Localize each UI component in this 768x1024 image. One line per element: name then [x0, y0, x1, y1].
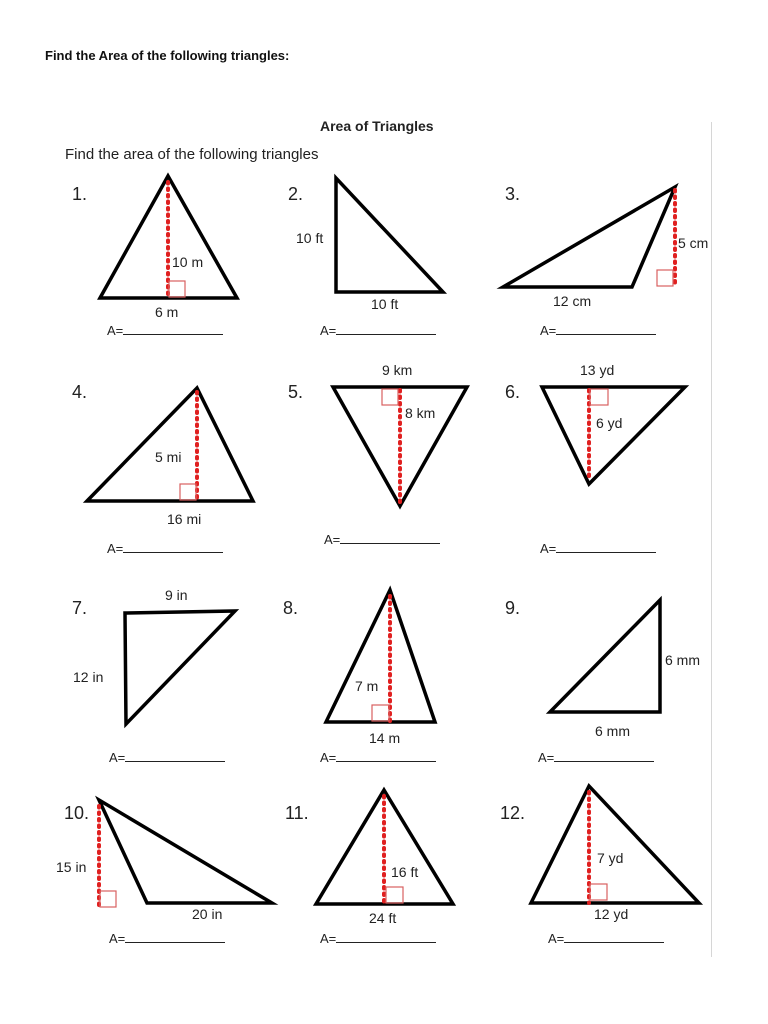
- triangle-10: [99, 800, 272, 903]
- base-label: 14 m: [369, 730, 401, 746]
- answer-blank-12[interactable]: A=: [548, 930, 664, 946]
- answer-blank-5[interactable]: A=: [324, 531, 440, 547]
- instruction-text: Find the Area of the following triangles:: [45, 48, 290, 63]
- answer-blank-4[interactable]: A=: [107, 540, 223, 556]
- triangle-7: [125, 611, 235, 724]
- right-angle-marker-12: [590, 884, 607, 900]
- answer-blank-10[interactable]: A=: [109, 930, 225, 946]
- right-angle-marker-1: [169, 281, 185, 297]
- answer-blank-7[interactable]: A=: [109, 749, 225, 765]
- height-label: 6 mm: [665, 652, 700, 668]
- base-label: 9 in: [165, 587, 188, 603]
- problem-number: 7.: [72, 598, 88, 618]
- problem-number: 4.: [72, 382, 88, 402]
- triangle-2: [336, 178, 443, 292]
- answer-blank-1[interactable]: A=: [107, 322, 223, 338]
- height-label: 8 km: [405, 405, 436, 421]
- right-angle-marker-11: [386, 887, 403, 903]
- problem-number: 8.: [283, 598, 299, 618]
- height-label: 10 m: [172, 254, 204, 270]
- problem-number: 10.: [64, 803, 90, 823]
- worksheet-title: Area of Triangles: [320, 118, 434, 134]
- answer-blank-11[interactable]: A=: [320, 930, 436, 946]
- height-label: 7 yd: [597, 850, 624, 866]
- height-label: 15 in: [56, 859, 87, 875]
- base-label: 13 yd: [580, 362, 615, 378]
- height-label: 7 m: [355, 678, 379, 694]
- base-label: 24 ft: [369, 910, 397, 926]
- problem-number: 9.: [505, 598, 521, 618]
- right-angle-marker-8: [372, 705, 389, 721]
- height-label: 5 cm: [678, 235, 709, 251]
- answer-blank-8[interactable]: A=: [320, 749, 436, 765]
- problem-number: 3.: [505, 184, 521, 204]
- worksheet-subtitle: Find the area of the following triangles: [65, 146, 319, 163]
- right-angle-marker-5: [382, 389, 398, 405]
- triangle-12: [531, 786, 699, 903]
- triangle-6: [542, 387, 685, 484]
- base-label: 12 yd: [594, 906, 629, 922]
- base-label: 6 m: [155, 304, 179, 320]
- height-label: 5 mi: [155, 449, 182, 465]
- base-label: 12 cm: [553, 293, 592, 309]
- problem-number: 11.: [285, 803, 309, 823]
- answer-blank-2[interactable]: A=: [320, 322, 436, 338]
- triangle-3: [503, 187, 675, 287]
- triangle-8: [326, 590, 435, 722]
- base-label: 9 km: [382, 362, 413, 378]
- problem-number: 1.: [72, 184, 88, 204]
- base-label: 6 mm: [595, 723, 630, 739]
- right-angle-marker-3: [657, 270, 673, 286]
- right-angle-marker-10: [100, 891, 116, 907]
- height-label: 12 in: [73, 669, 104, 685]
- triangle-4: [87, 388, 253, 501]
- problem-number: 5.: [288, 382, 304, 402]
- answer-blank-3[interactable]: A=: [540, 322, 656, 338]
- triangle-9: [550, 600, 660, 712]
- answer-blank-6[interactable]: A=: [540, 540, 656, 556]
- right-angle-marker-4: [180, 484, 196, 500]
- base-label: 10 ft: [371, 296, 399, 312]
- right-angle-marker-6: [590, 389, 608, 405]
- height-label: 16 ft: [391, 864, 419, 880]
- base-label: 16 mi: [167, 511, 202, 527]
- base-label: 20 in: [192, 906, 223, 922]
- height-label: 6 yd: [596, 415, 623, 431]
- answer-blank-9[interactable]: A=: [538, 749, 654, 765]
- problem-number: 12.: [500, 803, 526, 823]
- problem-number: 6.: [505, 382, 521, 402]
- problem-number: 2.: [288, 184, 304, 204]
- height-label: 10 ft: [296, 230, 324, 246]
